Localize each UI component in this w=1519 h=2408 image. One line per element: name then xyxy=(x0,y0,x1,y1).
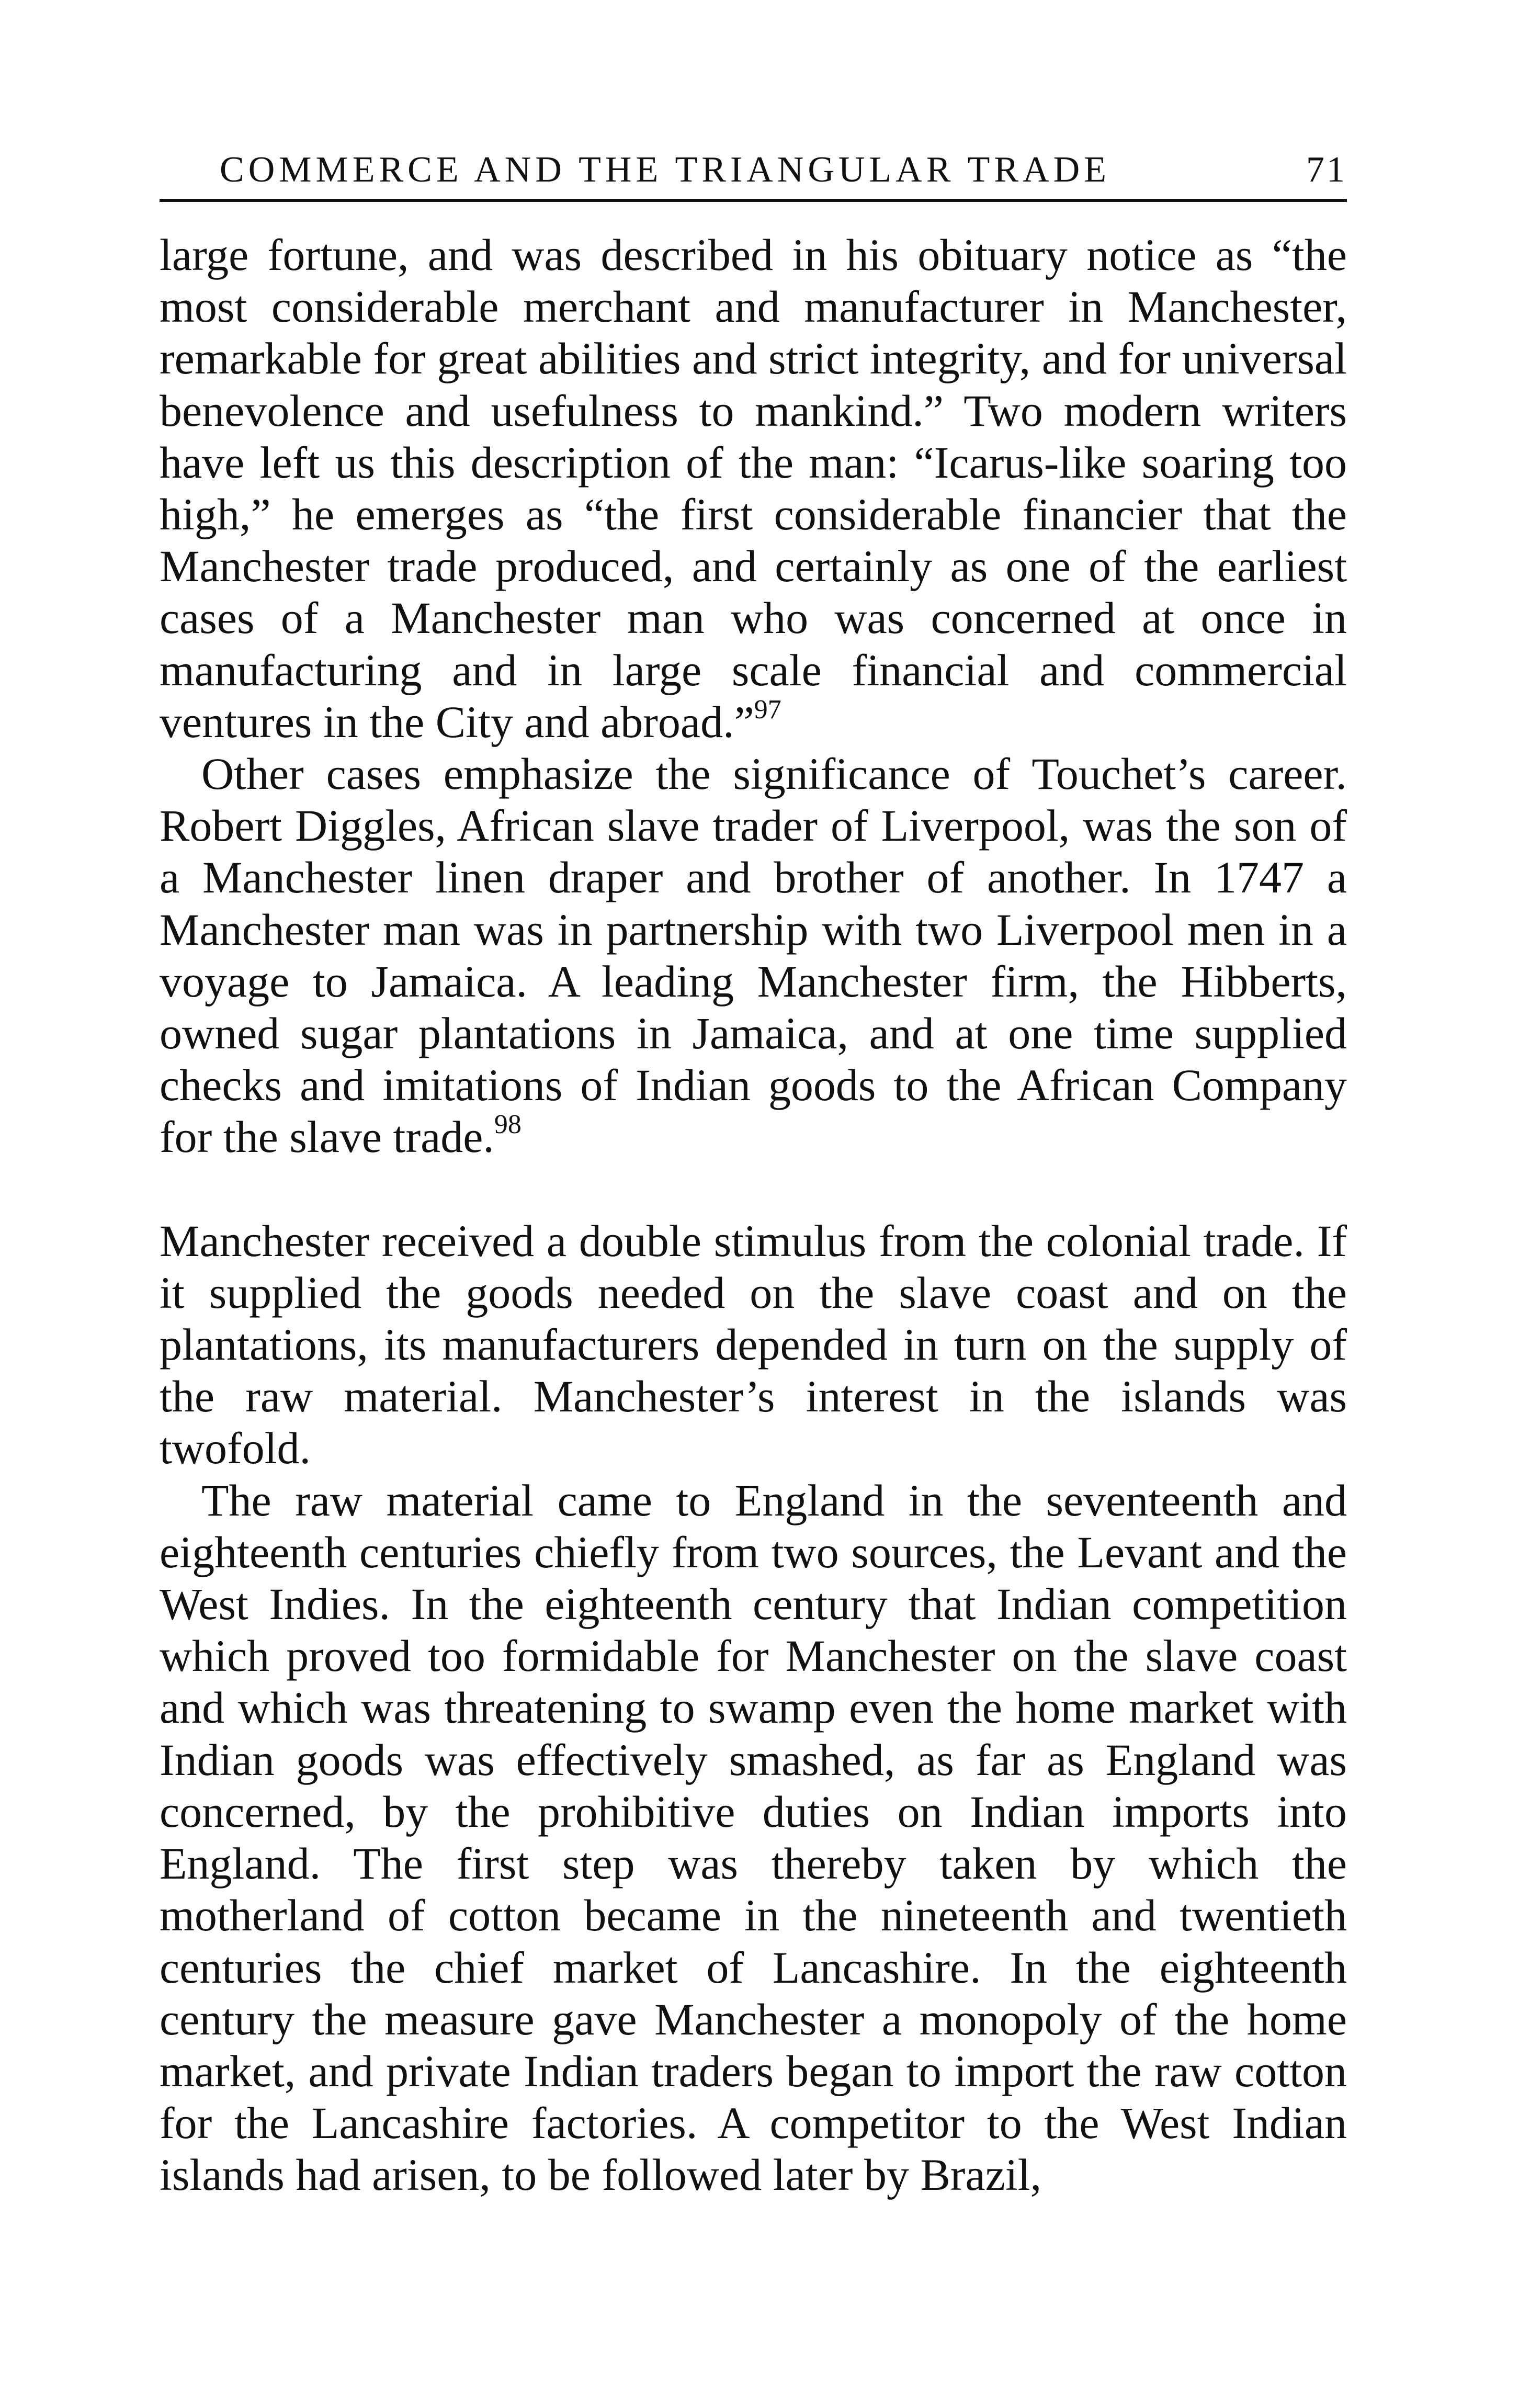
paragraph-section-start xyxy=(160,1215,1347,1475)
paragraph-continuation xyxy=(160,229,1347,748)
paragraph-text: Other cases emphasize the significance of Touchet’s career. Robert Diggles, African slave trader of Liverpool, was the son of a Manchester linen draper and brother of another. In 1747 a Manchester man was in partnership with two Liverpool men in a voyage to Jamaica. A leading Manchester firm, the Hibberts, owned sugar plantations in Jamaica, and at one time supplied checks and imitations of Indian goods to the African Company for the slave trade. xyxy=(160,749,1347,1162)
footnote-ref: 97 xyxy=(754,694,781,725)
paragraph xyxy=(160,1475,1347,2201)
body-text xyxy=(160,229,1347,2201)
running-title: COMMERCE AND THE TRIANGULAR TRADE xyxy=(220,150,1110,190)
page-number: 71 xyxy=(1306,150,1347,190)
paragraph-text: The raw material came to England in the seventeenth and eighteenth centuries chiefly from two sources, the Levant and the West Indies. In the eighteenth century that Indian competition which proved too formidable for Manchester on the slave coast and which was threatening to swamp even the home market with Indian goods was effectively smashed, as far as England was concerned, by the prohibitive duties on Indian imports into England. The first step was thereby taken by which the motherland of cotton became in the nineteenth and twentieth centuries the chief market of Lancashire. In the eighteenth century the measure gave Manchester a monopoly of the home market, and private Indian traders began to import the raw cotton for the Lancashire factories. A competitor to the West Indian islands had arisen, to be followed later by Brazil, xyxy=(160,1475,1347,2200)
book-page xyxy=(160,141,1347,2338)
footnote-ref: 98 xyxy=(494,1110,522,1140)
running-header xyxy=(160,141,1347,202)
paragraph-text: large fortune, and was described in his obituary notice as “the most considerable merchant and manufacturer in Manchester, remarkable for great abilities and strict integrity, and for universal benevolence and usefulness to mankind.” Two modern writers have left us this description of the man: “Icarus-like soaring too high,” he emerges as “the first considerable financier that the Manchester trade produced, and certainly as one of the earliest cases of a Manchester man who was concerned at once in manufacturing and in large scale financial and commercial ventures in the City and abroad.” xyxy=(160,230,1347,747)
paragraph xyxy=(160,748,1347,1163)
paragraph-text: Manchester received a double stimulus from the colonial trade. If it supplied the goods needed on the slave coast and on the plantations, its manufacturers depended in turn on the supply of the raw material. Manchester’s interest in the islands was twofold. xyxy=(160,1215,1347,1474)
